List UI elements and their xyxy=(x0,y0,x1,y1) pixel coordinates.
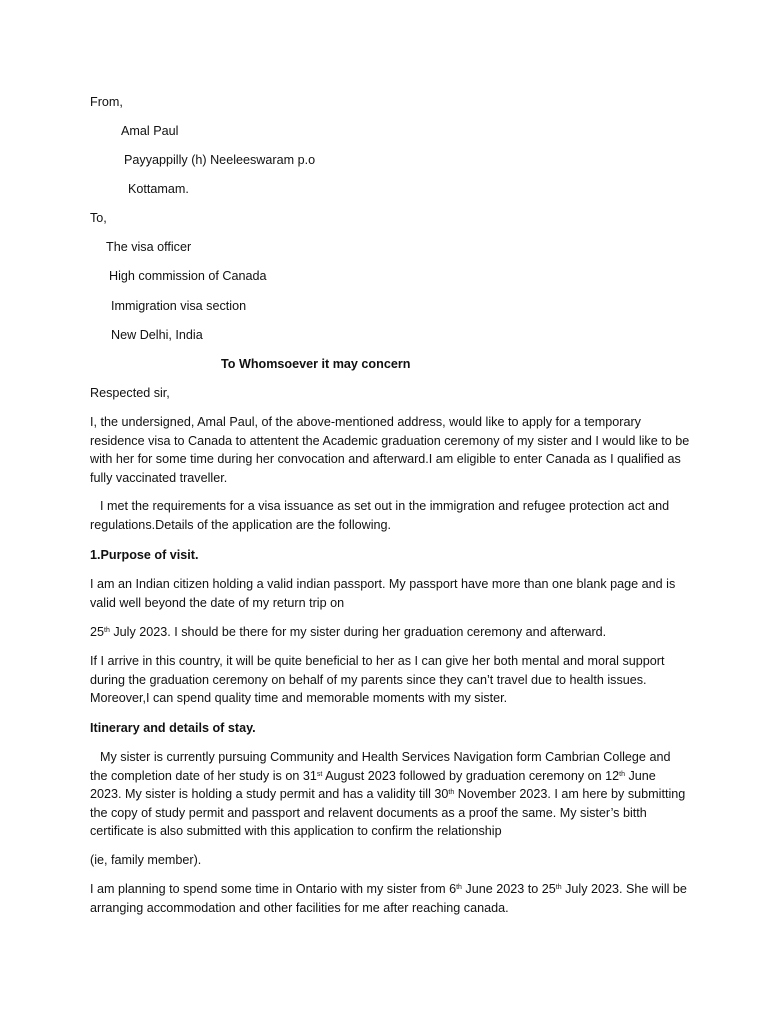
recipient-line-3: Immigration visa section xyxy=(111,299,247,313)
body-paragraph-requirements: I met the requirements for a visa issuance as set out in the immigration and refugee protection act and regulations.Details of the application are the following. xyxy=(90,499,670,532)
body-paragraph-return-date xyxy=(90,623,606,642)
heading-purpose-of-visit: 1.Purpose of visit. xyxy=(90,548,199,562)
return-day: 25 xyxy=(90,625,105,639)
return-date-rest: July 2023. I should be there for my sister during her graduation ceremony and afterward. xyxy=(109,625,607,639)
study-sup-2: th xyxy=(619,770,625,778)
study-text-b: August 2023 followed by graduation ceremony on 12 xyxy=(322,768,620,783)
recipient-line-1: The visa officer xyxy=(106,240,192,254)
stay-sup-2: th xyxy=(555,884,562,891)
from-label: From, xyxy=(90,95,123,109)
study-sup-1: st xyxy=(316,770,323,778)
body-paragraph-intro: I, the undersigned, Amal Paul, of the above-mentioned address, would like to apply for a temporary residence visa to Canada to attentent the Academic graduation ceremony of my sister and I would like to be with her for some time during her convocation and afterward.I am eligible to enter Canada as I qualified as fully vaccinated traveller. xyxy=(90,415,690,485)
salutation: Respected sir, xyxy=(90,386,170,400)
subject-line: To Whomsoever it may concern xyxy=(221,357,411,371)
study-text-d: November 2023. I am here by submitting the copy of study permit and passport and relavent documents as a proof the same. My sister’s bitth certificate is also submitted with this application to confirm the relationship xyxy=(90,787,686,838)
heading-itinerary: Itinerary and details of stay. xyxy=(90,721,256,735)
sender-address-line-2: Kottamam. xyxy=(128,182,189,196)
body-paragraph-family-member: (ie, family member). xyxy=(90,853,202,867)
body-paragraph-passport: I am an Indian citizen holding a valid indian passport. My passport have more than one blank page and is valid well beyond the date of my return trip on xyxy=(90,577,676,610)
study-sup-3: th xyxy=(448,789,455,796)
body-paragraph-stay-plan xyxy=(90,880,690,917)
study-text-a: My sister is currently pursuing Community and Health Services Navigation form Cambrian College and the completion date of her study is on 31 xyxy=(90,750,671,783)
study-text-c: June 2023. My sister is holding a study permit and has a validity till 30 xyxy=(90,768,656,801)
body-paragraph-sister-study xyxy=(90,748,690,841)
recipient-line-2: High commission of Canada xyxy=(109,269,267,283)
sender-name: Amal Paul xyxy=(121,124,179,138)
body-paragraph-support: If I arrive in this country, it will be quite beneficial to her as I can give her both mental and moral support during the graduation ceremony on behalf of my parents since they can’t travel due to health issues. Moreover,I can spend quality time and memorable moments with my sister. xyxy=(90,654,665,705)
recipient-line-4: New Delhi, India xyxy=(111,328,203,342)
return-day-suffix: th xyxy=(104,627,110,634)
stay-text-c: July 2023. She will be arranging accommodation and other facilities for me after reaching canada. xyxy=(90,882,687,915)
sender-address-line-1: Payyappilly (h) Neeleeswaram p.o xyxy=(124,153,316,167)
stay-text-b: June 2023 to 25 xyxy=(461,882,556,896)
stay-text-a: I am planning to spend some time in Ontario with my sister from 6 xyxy=(90,882,457,896)
to-label: To, xyxy=(90,211,107,225)
stay-sup-1: th xyxy=(456,884,462,891)
